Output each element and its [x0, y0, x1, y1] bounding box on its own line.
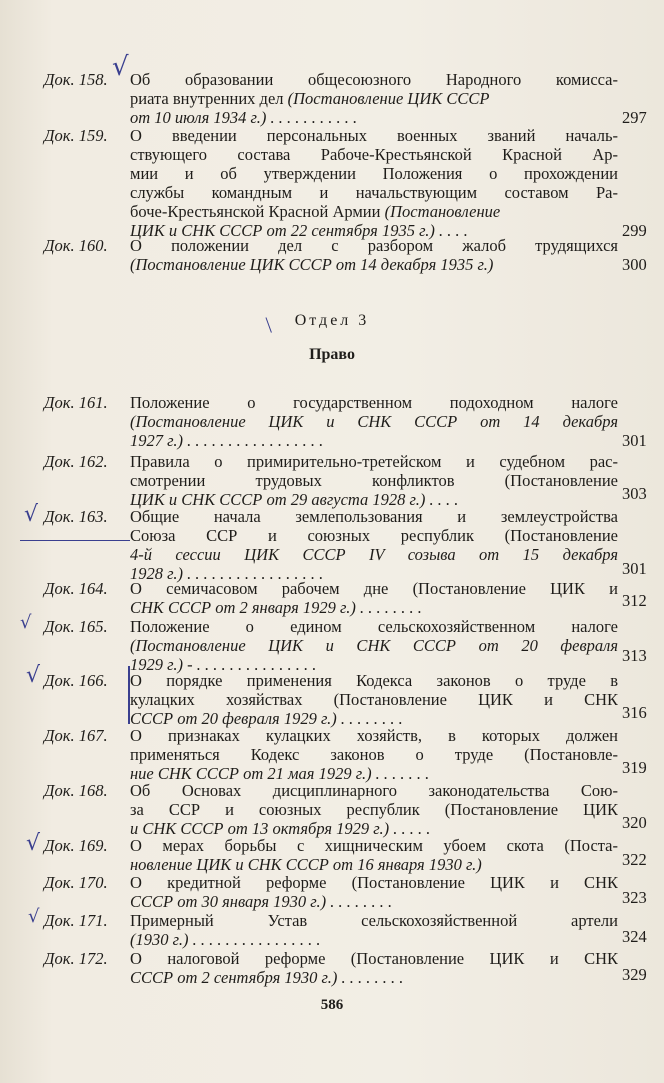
- handwritten-checkmark-icon: √: [26, 663, 41, 688]
- doc-number: Док. 161.: [44, 393, 108, 412]
- section-title: Отдел 3: [294, 312, 370, 329]
- entry-line: ЦИК и СНК СССР от 29 августа 1928 г.) . . . .: [130, 490, 459, 509]
- entry-text: [130, 579, 618, 617]
- entry-text: [130, 452, 618, 509]
- page-number: 312: [622, 591, 647, 610]
- doc-number: Док. 170.: [44, 873, 108, 892]
- entry-line: О мерах борьбы с хищническим убоем скота (Поста-: [130, 836, 618, 855]
- handwritten-checkmark-icon: √: [28, 906, 40, 927]
- entry-line: (1930 г.) . . . . . . . . . . . . . . . .: [130, 930, 321, 949]
- entry-line: СССР от 2 сентября 1930 г.) . . . . . . . .: [130, 968, 404, 987]
- entry-line: ствующего состава Рабоче-Крестьянской Красной Ар-: [130, 145, 618, 164]
- doc-number: Док. 167.: [44, 726, 108, 745]
- page-number: 323: [622, 888, 647, 907]
- doc-number: Док. 164.: [44, 579, 108, 598]
- entry-line: СНК СССР от 2 января 1929 г.) . . . . . . . .: [130, 598, 422, 617]
- pen-underline-icon: [20, 540, 130, 541]
- entry-line: от 10 июля 1934 г.) . . . . . . . . . . .: [130, 108, 358, 127]
- entry-line: О порядке применения Кодекса законов о труде в: [130, 671, 618, 690]
- doc-number: Док. 158.: [44, 70, 108, 89]
- page-folio: 586: [320, 997, 344, 1013]
- entry-line: применяться Кодекс законов о труде (Постановле-: [130, 745, 618, 764]
- doc-number: Док. 159.: [44, 126, 108, 145]
- page-number: 319: [622, 758, 647, 777]
- entry-line: 4-й сессии ЦИК СССР IV созыва от 15 декабря: [130, 545, 618, 564]
- entry-text: [130, 671, 618, 728]
- entry-line: Об образовании общесоюзного Народного комисса-: [130, 70, 618, 89]
- entry-line: службы командным и начальствующим составом Ра-: [130, 183, 618, 202]
- entry-text: [130, 393, 618, 450]
- entry-line: Положение о государственном подоходном налоге: [130, 393, 618, 412]
- entry-line: (Постановление ЦИК и СНК СССР от 14 декабря: [130, 412, 618, 431]
- entry-line: О семичасовом рабочем дне (Постановление ЦИК и: [130, 579, 618, 598]
- entry-text: [130, 873, 618, 911]
- doc-number: Док. 162.: [44, 452, 108, 471]
- page-number: 301: [622, 559, 647, 578]
- doc-number: Док. 172.: [44, 949, 108, 968]
- entry-line: (Постановление ЦИК и СНК СССР от 20 февраля: [130, 636, 618, 655]
- entry-line: Об Основах дисциплинарного законодательства Сою-: [130, 781, 618, 800]
- section-subtitle: Право: [309, 346, 355, 363]
- entry-line: Положение о едином сельскохозяйственном налоге: [130, 617, 618, 636]
- pen-margin-line-icon: [128, 666, 130, 724]
- entry-line: ние СНК СССР от 21 мая 1929 г.) . . . . . . .: [130, 764, 430, 783]
- entry-line: (Постановление ЦИК СССР от 14 декабря 1935 г.): [130, 255, 494, 274]
- entry-line: О налоговой реформе (Постановление ЦИК и СНК: [130, 949, 618, 968]
- doc-number: Док. 168.: [44, 781, 108, 800]
- entry-line: и СНК СССР от 13 октября 1929 г.) . . . . .: [130, 819, 431, 838]
- entry-line: ЦИК и СНК СССР от 22 сентября 1935 г.) . . . .: [130, 221, 468, 240]
- entry-text: [130, 781, 618, 838]
- entry-line: Примерный Устав сельскохозяйственной артели: [130, 911, 618, 930]
- page-number: 316: [622, 703, 647, 722]
- handwritten-checkmark-icon: √: [26, 831, 41, 856]
- entry-line: риата внутренних дел (Постановление ЦИК СССР: [130, 89, 490, 108]
- entry-line: СССР от 20 февраля 1929 г.) . . . . . . . .: [130, 709, 403, 728]
- page-number: 297: [622, 108, 647, 127]
- doc-number: Док. 171.: [44, 911, 108, 930]
- entry-line: О положении дел с разбором жалоб трудящихся: [130, 236, 618, 255]
- entry-line: О введении персональных военных званий началь-: [130, 126, 618, 145]
- handwritten-checkmark-icon: √: [112, 52, 129, 82]
- entry-line: О признаках кулацких хозяйств, в которых должен: [130, 726, 618, 745]
- doc-number: Док. 165.: [44, 617, 108, 636]
- entry-text: [130, 911, 618, 949]
- entry-text: [130, 949, 618, 987]
- handwritten-checkmark-icon: √: [24, 502, 39, 527]
- entry-text: [130, 726, 618, 783]
- entry-line: Общие начала землепользования и землеустройства: [130, 507, 618, 526]
- entry-line: 1928 г.) . . . . . . . . . . . . . . . . .: [130, 564, 324, 583]
- entry-line: 1929 г.) - . . . . . . . . . . . . . . .: [130, 655, 317, 674]
- page-number: 320: [622, 813, 647, 832]
- page-number: 303: [622, 484, 647, 503]
- entry-line: за ССР и союзных республик (Постановление ЦИК: [130, 800, 618, 819]
- entry-line: Правила о примирительно-третейском и судебном рас-: [130, 452, 618, 471]
- entry-line: Союза ССР и союзных республик (Постановление: [130, 526, 618, 545]
- entry-line: 1927 г.) . . . . . . . . . . . . . . . . .: [130, 431, 324, 450]
- entry-text: [130, 507, 618, 583]
- entry-text: [130, 836, 618, 874]
- page-number: 299: [622, 221, 647, 240]
- entry-line: боче-Крестьянской Красной Армии (Постановление: [130, 202, 501, 221]
- doc-number: Док. 160.: [44, 236, 108, 255]
- page-number: 301: [622, 431, 647, 450]
- page-number: 300: [622, 255, 647, 274]
- entry-line: мии и об утверждении Положения о прохождении: [130, 164, 618, 183]
- entry-text: [130, 617, 618, 674]
- entry-text: [130, 236, 618, 274]
- doc-number: Док. 163.: [44, 507, 108, 526]
- entry-text: [130, 126, 618, 240]
- entry-line: кулацких хозяйствах (Постановление ЦИК и СНК: [130, 690, 618, 709]
- page-number: 322: [622, 850, 647, 869]
- entry-line: смотрении трудовых конфликтов (Постановление: [130, 471, 618, 490]
- page-number: 329: [622, 965, 647, 984]
- entry-line: О кредитной реформе (Постановление ЦИК и СНК: [130, 873, 618, 892]
- handwritten-checkmark-icon: √: [20, 612, 32, 633]
- entry-line: СССР от 30 января 1930 г.) . . . . . . . .: [130, 892, 393, 911]
- page-number: 324: [622, 927, 647, 946]
- entry-line: новление ЦИК и СНК СССР от 16 января 1930 г.): [130, 855, 482, 874]
- entry-text: [130, 70, 618, 127]
- doc-number: Док. 166.: [44, 671, 108, 690]
- page-number: 313: [622, 646, 647, 665]
- doc-number: Док. 169.: [44, 836, 108, 855]
